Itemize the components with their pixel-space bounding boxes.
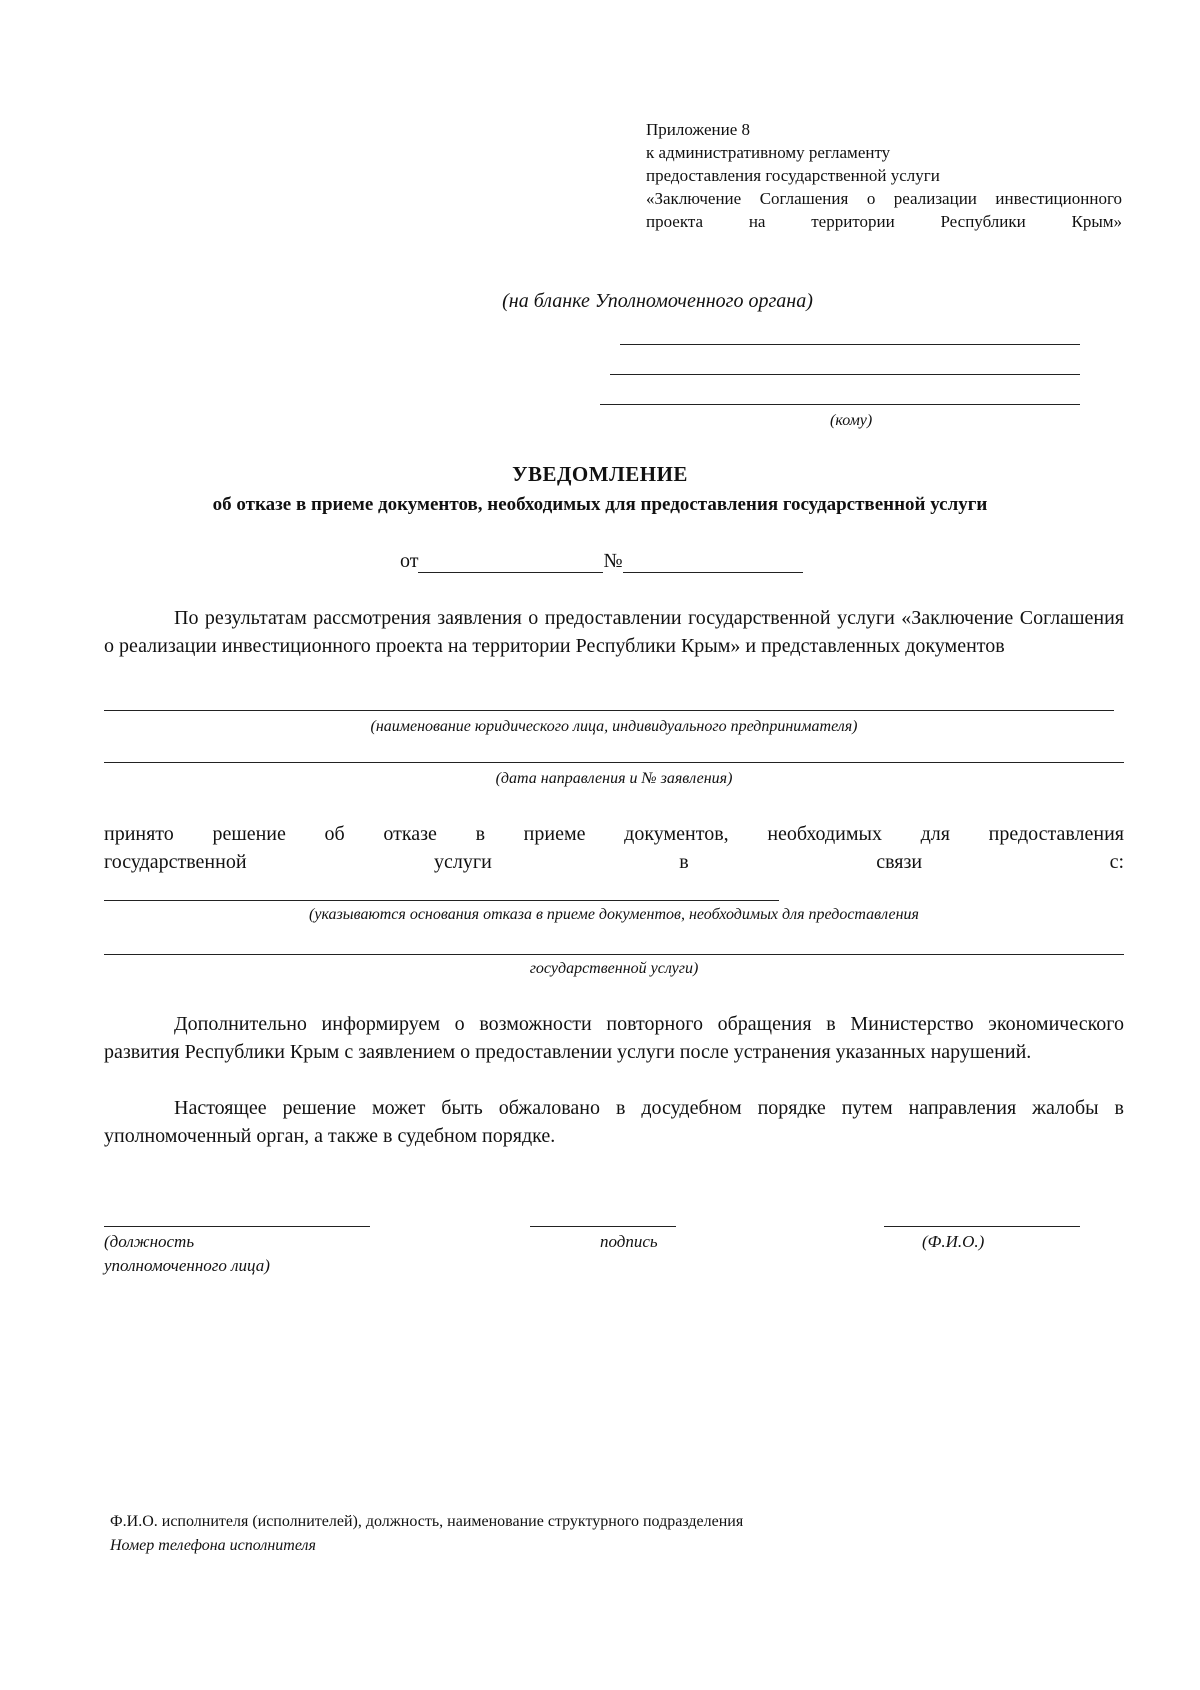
decision-word: в — [679, 851, 689, 873]
appendix-line-service-name: «Заключение Соглашения о реализации инвестиционного проекта на территории Республики Крым» — [646, 189, 1122, 231]
appendix-line-service: предоставления государственной услуги — [646, 166, 940, 185]
reasons-caption-1: (указываются основания отказа в приеме документов, необходимых для предоставления — [309, 906, 919, 923]
decision-text — [104, 820, 1124, 876]
number-field[interactable] — [623, 554, 803, 573]
recipient-line-1[interactable] — [620, 344, 1080, 345]
executor-phone: Номер телефона исполнителя — [110, 1537, 316, 1554]
number-label: № — [603, 550, 623, 572]
full-name-line[interactable] — [884, 1226, 1080, 1227]
recipient-caption: (кому) — [830, 412, 873, 429]
decision-word: связи — [876, 851, 923, 873]
signature-caption: подпись — [600, 1232, 658, 1251]
entity-name-line[interactable] — [104, 710, 1114, 711]
appeal-paragraph: Настоящее решение может быть обжаловано в досудебном порядке путем направления жалобы в уполномоченный орган, а также в судебном порядке. — [104, 1097, 1124, 1147]
position-caption-line-1: (должность — [104, 1232, 195, 1251]
decision-line-2 — [104, 848, 1124, 876]
additional-info-paragraph: Дополнительно информируем о возможности повторного обращения в Министерство экономического развития Республики Крым с заявлением о предоставлении услуги после устранения указанных нарушений. — [104, 1013, 1124, 1063]
decision-word: услуги — [434, 851, 492, 873]
document-title: УВЕДОМЛЕНИЕ — [512, 462, 688, 486]
position-caption-line-2: уполномоченного лица) — [104, 1256, 270, 1275]
executor-info: Ф.И.О. исполнителя (исполнителей), должность, наименование структурного подразделения — [110, 1513, 744, 1530]
entity-name-caption: (наименование юридического лица, индивидуального предпринимателя) — [370, 718, 858, 735]
decision-word: с: — [1109, 851, 1124, 873]
application-date-line[interactable] — [104, 762, 1124, 763]
reasons-line-1[interactable] — [104, 900, 779, 901]
date-field[interactable] — [418, 554, 603, 573]
recipient-line-2[interactable] — [610, 374, 1080, 375]
appendix-line-regulation: к административному регламенту — [646, 143, 891, 162]
intro-paragraph: По результатам рассмотрения заявления о предоставлении государственной услуги «Заключение Соглашения о реализации инвестиционного проекта на территории Республики Крым» и представленных документов — [104, 607, 1124, 657]
application-date-caption: (дата направления и № заявления) — [495, 770, 733, 787]
appendix-header — [646, 118, 1122, 233]
full-name-caption: (Ф.И.О.) — [922, 1232, 985, 1251]
date-number-row — [400, 550, 803, 573]
decision-word: государственной — [104, 851, 247, 873]
position-caption — [104, 1230, 270, 1278]
position-signature-line[interactable] — [104, 1226, 370, 1227]
from-label: от — [400, 550, 419, 572]
decision-line-1: принято решение об отказе в приеме документов, необходимых для предоставления — [104, 823, 1124, 845]
recipient-line-3[interactable] — [600, 404, 1080, 405]
signature-line[interactable] — [530, 1226, 676, 1227]
document-subtitle: об отказе в приеме документов, необходимых для предоставления государственной услуги — [212, 494, 988, 515]
appendix-number: Приложение 8 — [646, 120, 750, 139]
reasons-caption-2: государственной услуги) — [529, 960, 699, 977]
reasons-line-2[interactable] — [104, 954, 1124, 955]
executor-footer — [110, 1510, 743, 1558]
letterhead-note: (на бланке Уполномоченного органа) — [502, 290, 813, 312]
